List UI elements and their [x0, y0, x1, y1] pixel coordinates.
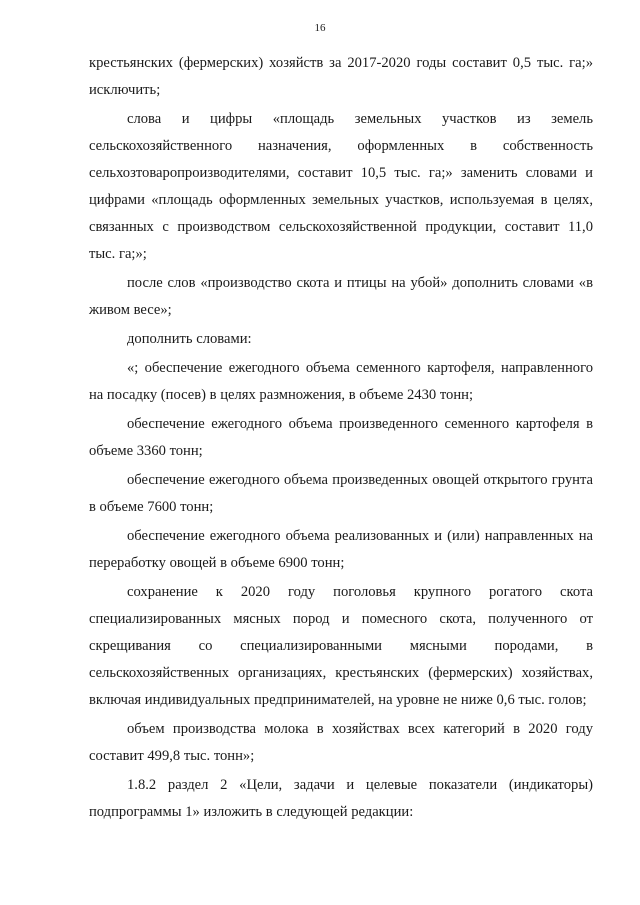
- page-number: 16: [314, 22, 326, 34]
- paragraph-1: крестьянских (фермерских) хозяйств за 2017-2020 годы составит 0,5 тыс. га;» исключить;: [89, 55, 593, 98]
- paragraph-5: «; обеспечение ежегодного объема семенного картофеля, направленного на посадку (посев) в целях размножения, в объеме 2430 тонн;: [89, 360, 593, 403]
- paragraph-2: слова и цифры «площадь земельных участков из земель сельскохозяйственного назначения, оформленных в собственность сельхозтоваропроизводителями, составит 10,5 тыс. га;» заменить словами и цифрами «площадь оформленных земельных участков, используемая в целях, связанных с производством сельскохозяйственной продукции, составит 11,0 тыс. га;»;: [89, 111, 593, 262]
- paragraph-7: обеспечение ежегодного объема произведенных овощей открытого грунта в объеме 7600 тонн;: [89, 472, 593, 515]
- paragraph-9: сохранение к 2020 году поголовья крупного рогатого скота специализированных мясных пород и помесного скота, полученного от скрещивания со специализированными мясными породами, в сельскохозяйственных организациях, крестьянских (фермерских) хозяйствах, включая индивидуальных предпринимателей, на уровне не ниже 0,6 тыс. голов;: [89, 584, 593, 708]
- document-body: [89, 50, 593, 826]
- paragraph-8: обеспечение ежегодного объема реализованных и (или) направленных на переработку овощей в объеме 6900 тонн;: [89, 528, 593, 571]
- paragraph-6: обеспечение ежегодного объема произведенного семенного картофеля в объеме 3360 тонн;: [89, 416, 593, 459]
- paragraph-4: дополнить словами:: [127, 331, 252, 347]
- paragraph-11: 1.8.2 раздел 2 «Цели, задачи и целевые показатели (индикаторы) подпрограммы 1» изложить в следующей редакции:: [89, 777, 593, 820]
- paragraph-10: объем производства молока в хозяйствах всех категорий в 2020 году составит 499,8 тыс. тонн»;: [89, 721, 593, 764]
- paragraph-3: после слов «производство скота и птицы на убой» дополнить словами «в живом весе»;: [89, 275, 593, 318]
